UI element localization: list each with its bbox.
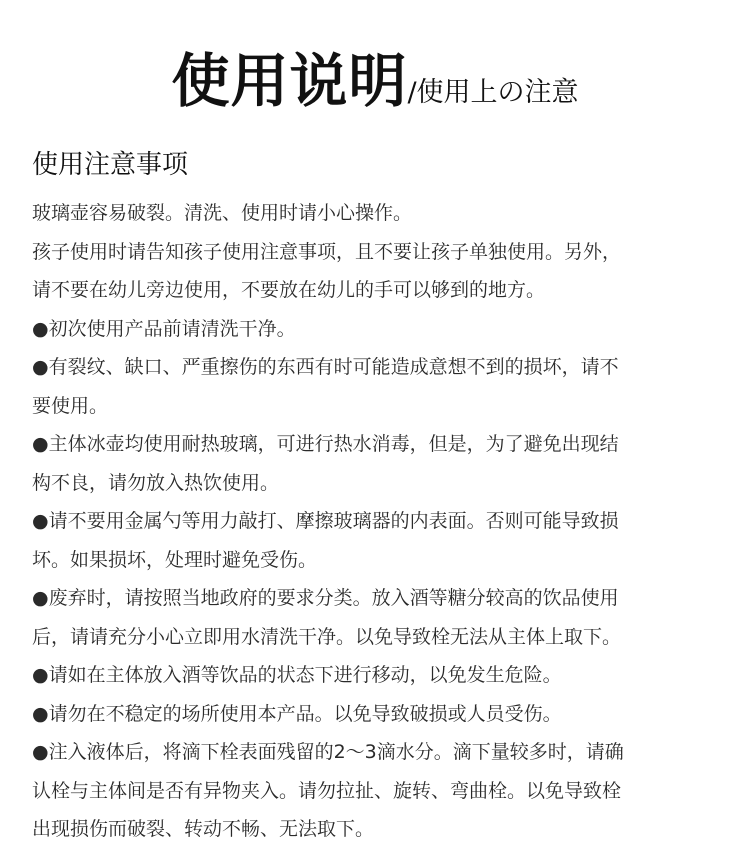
instruction-line: 玻璃壶容易破裂。清洗、使用时请小心操作。 bbox=[32, 202, 413, 224]
instruction-line: 构不良，请勿放入热饮使用。 bbox=[32, 471, 280, 494]
instruction-line: ●主体冰壶均使用耐热玻璃，可进行热水消毒，但是，为了避免出现结 bbox=[32, 433, 619, 455]
section-title: 使用注意事项 bbox=[32, 150, 189, 180]
page-title: 使用说明 bbox=[171, 47, 408, 115]
page-subtitle: /使用上の注意 bbox=[407, 77, 579, 108]
instruction-line: 出现损伤而破裂、转动不畅、无法取下。 bbox=[32, 818, 375, 840]
instruction-line: 请不要在幼儿旁边使用，不要放在幼儿的手可以够到的地方。 bbox=[32, 279, 546, 301]
instruction-line: ●有裂纹、缺口、严重擦伤的东西有时可能造成意想不到的损坏，请不 bbox=[32, 356, 619, 378]
instructions-body bbox=[32, 194, 732, 849]
instruction-line: 坏。如果损坏，处理时避免受伤。 bbox=[32, 548, 318, 571]
instruction-line: ●注入液体后，将滴下栓表面残留的2～3滴水分。滴下量较多时，请确 bbox=[32, 741, 624, 763]
instruction-line: ●请不要用金属勺等用力敲打、摩擦玻璃器的内表面。否则可能导致损 bbox=[32, 510, 619, 532]
instruction-line: ●请勿在不稳定的场所使用本产品。以免导致破损或人员受伤。 bbox=[32, 702, 562, 725]
instruction-line: 后，请请充分小心立即用水清洗干净。以免导致栓无法从主体上取下。 bbox=[32, 625, 622, 648]
instruction-line: ●废弃时，请按照当地政府的要求分类。放入酒等糖分较高的饮品使用 bbox=[32, 587, 619, 609]
instruction-line: ●请如在主体放入酒等饮品的状态下进行移动，以免发生危险。 bbox=[32, 664, 562, 686]
instruction-line: 孩子使用时请告知孩子使用注意事项，且不要让孩子单独使用。另外， bbox=[32, 240, 622, 263]
instruction-line: ●初次使用产品前请清洗干净。 bbox=[32, 317, 296, 340]
instruction-line: 认栓与主体间是否有异物夹入。请勿拉扯、旋转、弯曲栓。以免导致栓 bbox=[32, 779, 622, 802]
page-header bbox=[0, 34, 750, 118]
instruction-line: 要使用。 bbox=[32, 394, 109, 417]
